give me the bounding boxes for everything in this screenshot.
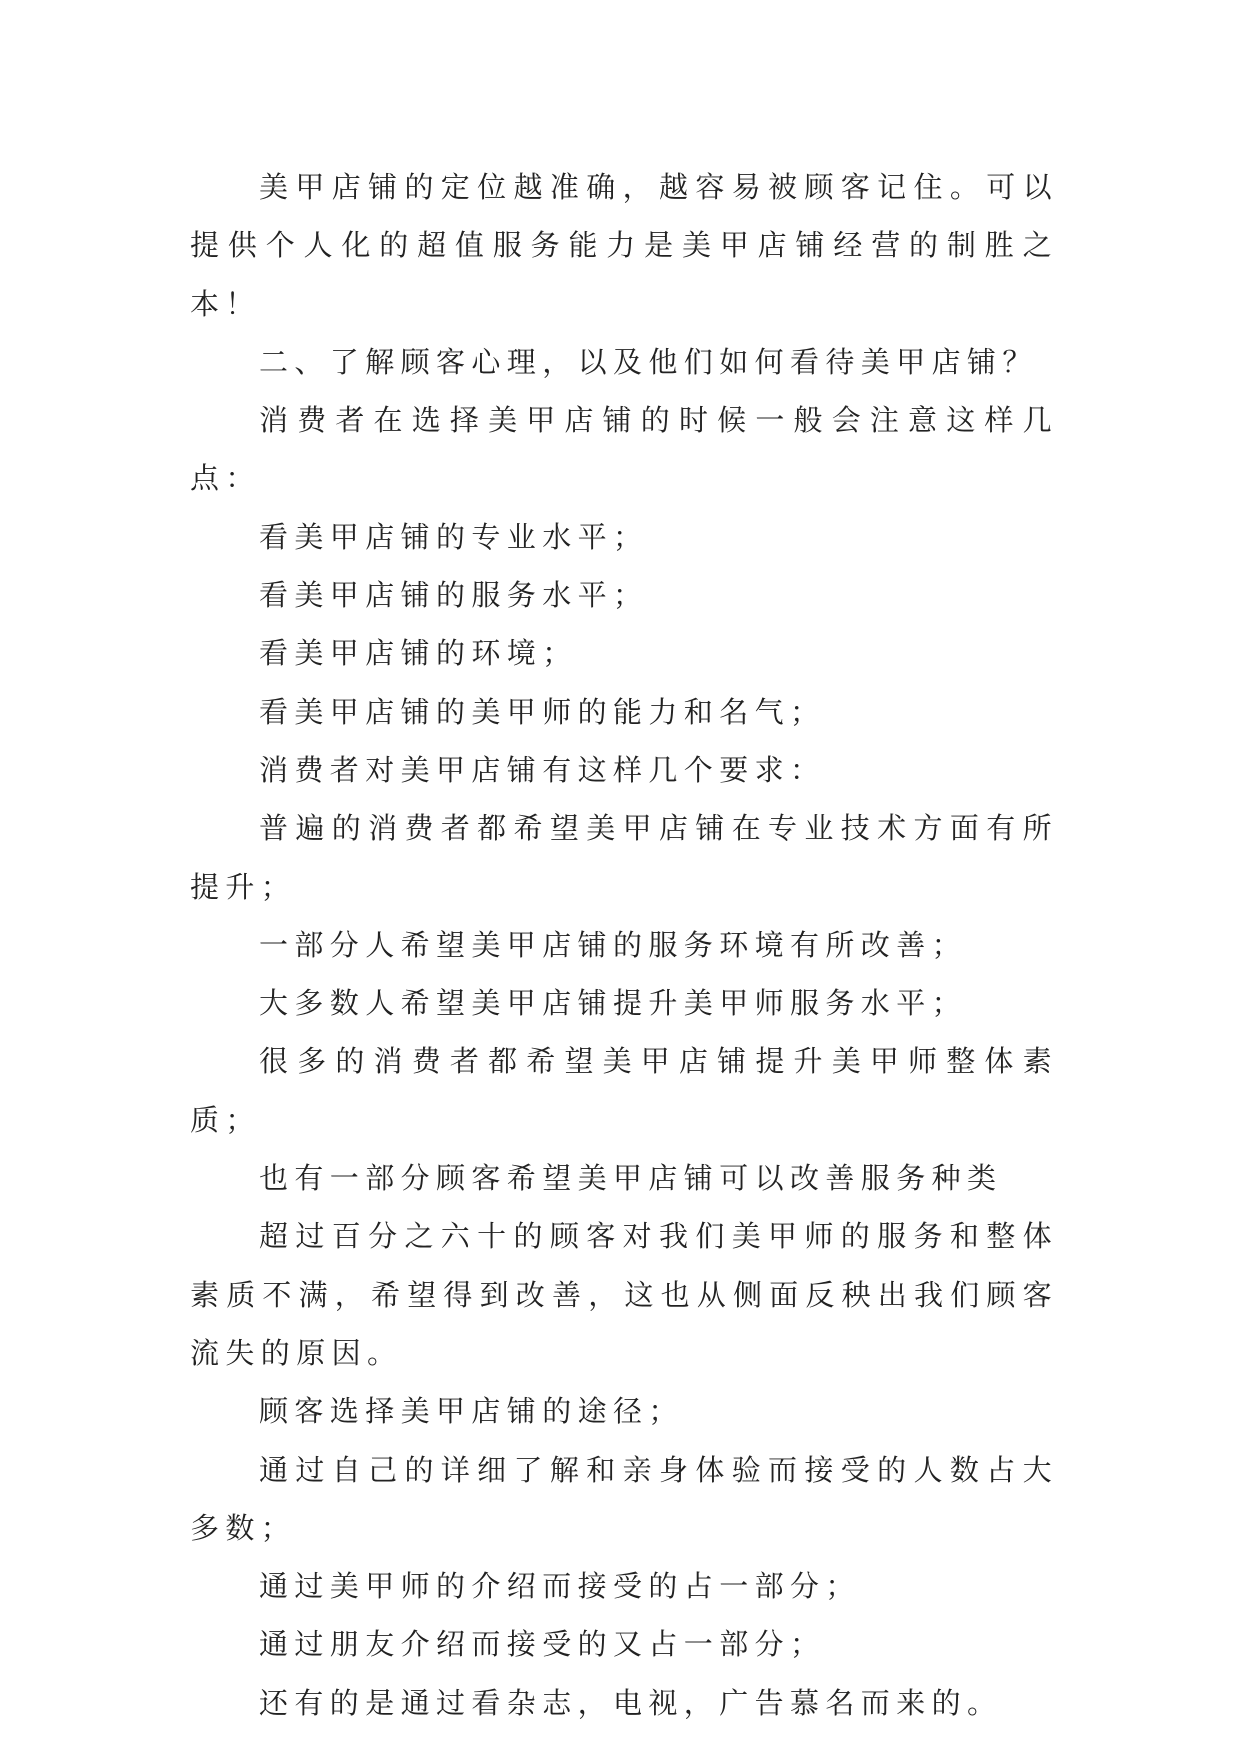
list-item-manicurist-ability: 看美甲店铺的美甲师的能力和名气； (259, 694, 826, 729)
paragraph-dissatisfaction: 超过百分之六十的顾客对我们美甲师的服务和整体素质不满，希望得到改善，这也从侧面反秧出我们顾客流失的原因。 (190, 1219, 1058, 1370)
list-item-service-improvement: 大多数人希望美甲店铺提升美甲师服务水平； (259, 986, 968, 1021)
list-item-personal-experience: 通过自己的详细了解和亲身体验而接受的人数占大多数； (190, 1452, 1058, 1545)
list-item-technical-improvement: 普遍的消费者都希望美甲店铺在专业技术方面有所提升； (190, 811, 1058, 904)
list-item-environment: 看美甲店铺的环境； (259, 636, 578, 671)
list-item-service-level: 看美甲店铺的服务水平； (259, 578, 649, 613)
section-heading-customer-psychology: 二、了解顾客心理，以及他们如何看待美甲店铺？ (259, 344, 1038, 379)
paragraph-selection-channels: 顾客选择美甲店铺的途径； (259, 1394, 684, 1429)
paragraph-consumer-requirements: 消费者对美甲店铺有这样几个要求： (259, 752, 826, 787)
list-item-quality-improvement: 很多的消费者都希望美甲店铺提升美甲师整体素质； (190, 1044, 1058, 1137)
list-item-service-variety: 也有一部分顾客希望美甲店铺可以改善服务种类 (259, 1161, 1003, 1196)
list-item-manicurist-referral: 通过美甲师的介绍而接受的占一部分； (259, 1569, 861, 1604)
list-item-friend-referral: 通过朋友介绍而接受的又占一部分； (259, 1627, 826, 1662)
document-body (190, 158, 1058, 1732)
list-item-professional-level: 看美甲店铺的专业水平； (259, 519, 649, 554)
list-item-media-advertising: 还有的是通过看杂志，电视，广告慕名而来的。 (259, 1685, 1003, 1720)
paragraph-consumer-attention: 消费者在选择美甲店铺的时候一般会注意这样几点： (190, 403, 1058, 496)
list-item-environment-improvement: 一部分人希望美甲店铺的服务环境有所改善； (259, 927, 968, 962)
paragraph-store-positioning: 美甲店铺的定位越准确，越容易被顾客记住。可以提供个人化的超值服务能力是美甲店铺经营的制胜之本！ (190, 170, 1058, 321)
